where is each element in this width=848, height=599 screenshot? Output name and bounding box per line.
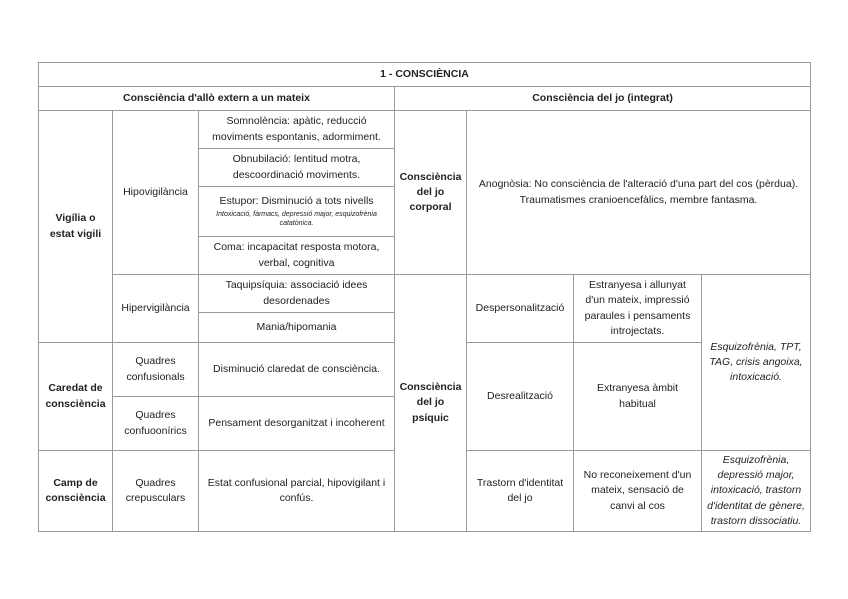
taquipsiquia-cell: Taquipsíquia: associació idees desordenades [199, 275, 395, 313]
trastorn-desc: No reconeixement d'un mateix, sensació de canvi al cos [574, 451, 702, 532]
estupor-text: Estupor: Disminució a tots nivells [219, 195, 374, 208]
estupor-note: Intoxicació, fàrmacs, depressió major, esquizofrènia catatònica. [216, 210, 377, 228]
confusionals-label: Quadres confusionals [113, 343, 199, 397]
confuoniric-label: Quadres confuoonírics [113, 397, 199, 451]
header-extern: Consciència d'allò extern a un mateix [39, 87, 395, 111]
somnolencia-cell: Somnolència: apàtic, reducció moviments espontanis, adormiment. [199, 111, 395, 149]
crepusculars-desc: Estat confusional parcial, hipovigilant i confús. [199, 451, 395, 532]
desrealitzacio-label: Desrealització [467, 343, 574, 451]
hipovigilancia-label: Hipovigilància [113, 111, 199, 275]
table-title: 1 - CONSCIÈNCIA [39, 63, 811, 87]
crepusculars-label: Quadres crepusculars [113, 451, 199, 532]
header-jo: Consciència del jo (integrat) [395, 87, 811, 111]
vigilia-label: Vigília o estat vigili [39, 111, 113, 343]
estupor-cell [199, 187, 395, 237]
coma-cell: Coma: incapacitat resposta motora, verbal, cognitiva [199, 237, 395, 275]
mania-cell: Mania/hipomania [199, 313, 395, 343]
jo-psiquic-label: Consciència del jo psíquic [395, 275, 467, 532]
trastorn-note: Esquizofrènia, depressió major, intoxicació, trastorn d'identitat de gènere, trastorn dissociatiu. [702, 451, 811, 532]
desrealitzacio-desc: Extranyesa àmbit habitual [574, 343, 702, 451]
camp-label: Camp de consciència [39, 451, 113, 532]
shared-note: Esquizofrènia, TPT, TAG, crisis angoixa, intoxicació. [702, 275, 811, 451]
jo-corporal-label: Consciència del jo corporal [395, 111, 467, 275]
claredat-label: Caredat de consciència [39, 343, 113, 451]
confuoniric-desc: Pensament desorganitzat i incoherent [199, 397, 395, 451]
hipervigilancia-label: Hipervigilància [113, 275, 199, 343]
despersonalitzacio-label: Despersonalització [467, 275, 574, 343]
jo-corporal-desc: Anognòsia: No consciència de l'alteració d'una part del cos (pèrdua). Traumatismes cranioencefàlics, membre fantasma. [467, 111, 811, 275]
consciencia-table [38, 62, 811, 532]
trastorn-label: Trastorn d'identitat del jo [467, 451, 574, 532]
despersonalitzacio-desc: Estranyesa i allunyat d'un mateix, impressió paraules i pensaments introjectats. [574, 275, 702, 343]
confusionals-desc: Disminució claredat de consciència. [199, 343, 395, 397]
obnubilacio-cell: Obnubilació: lentitud motra, descoordinació moviments. [199, 149, 395, 187]
